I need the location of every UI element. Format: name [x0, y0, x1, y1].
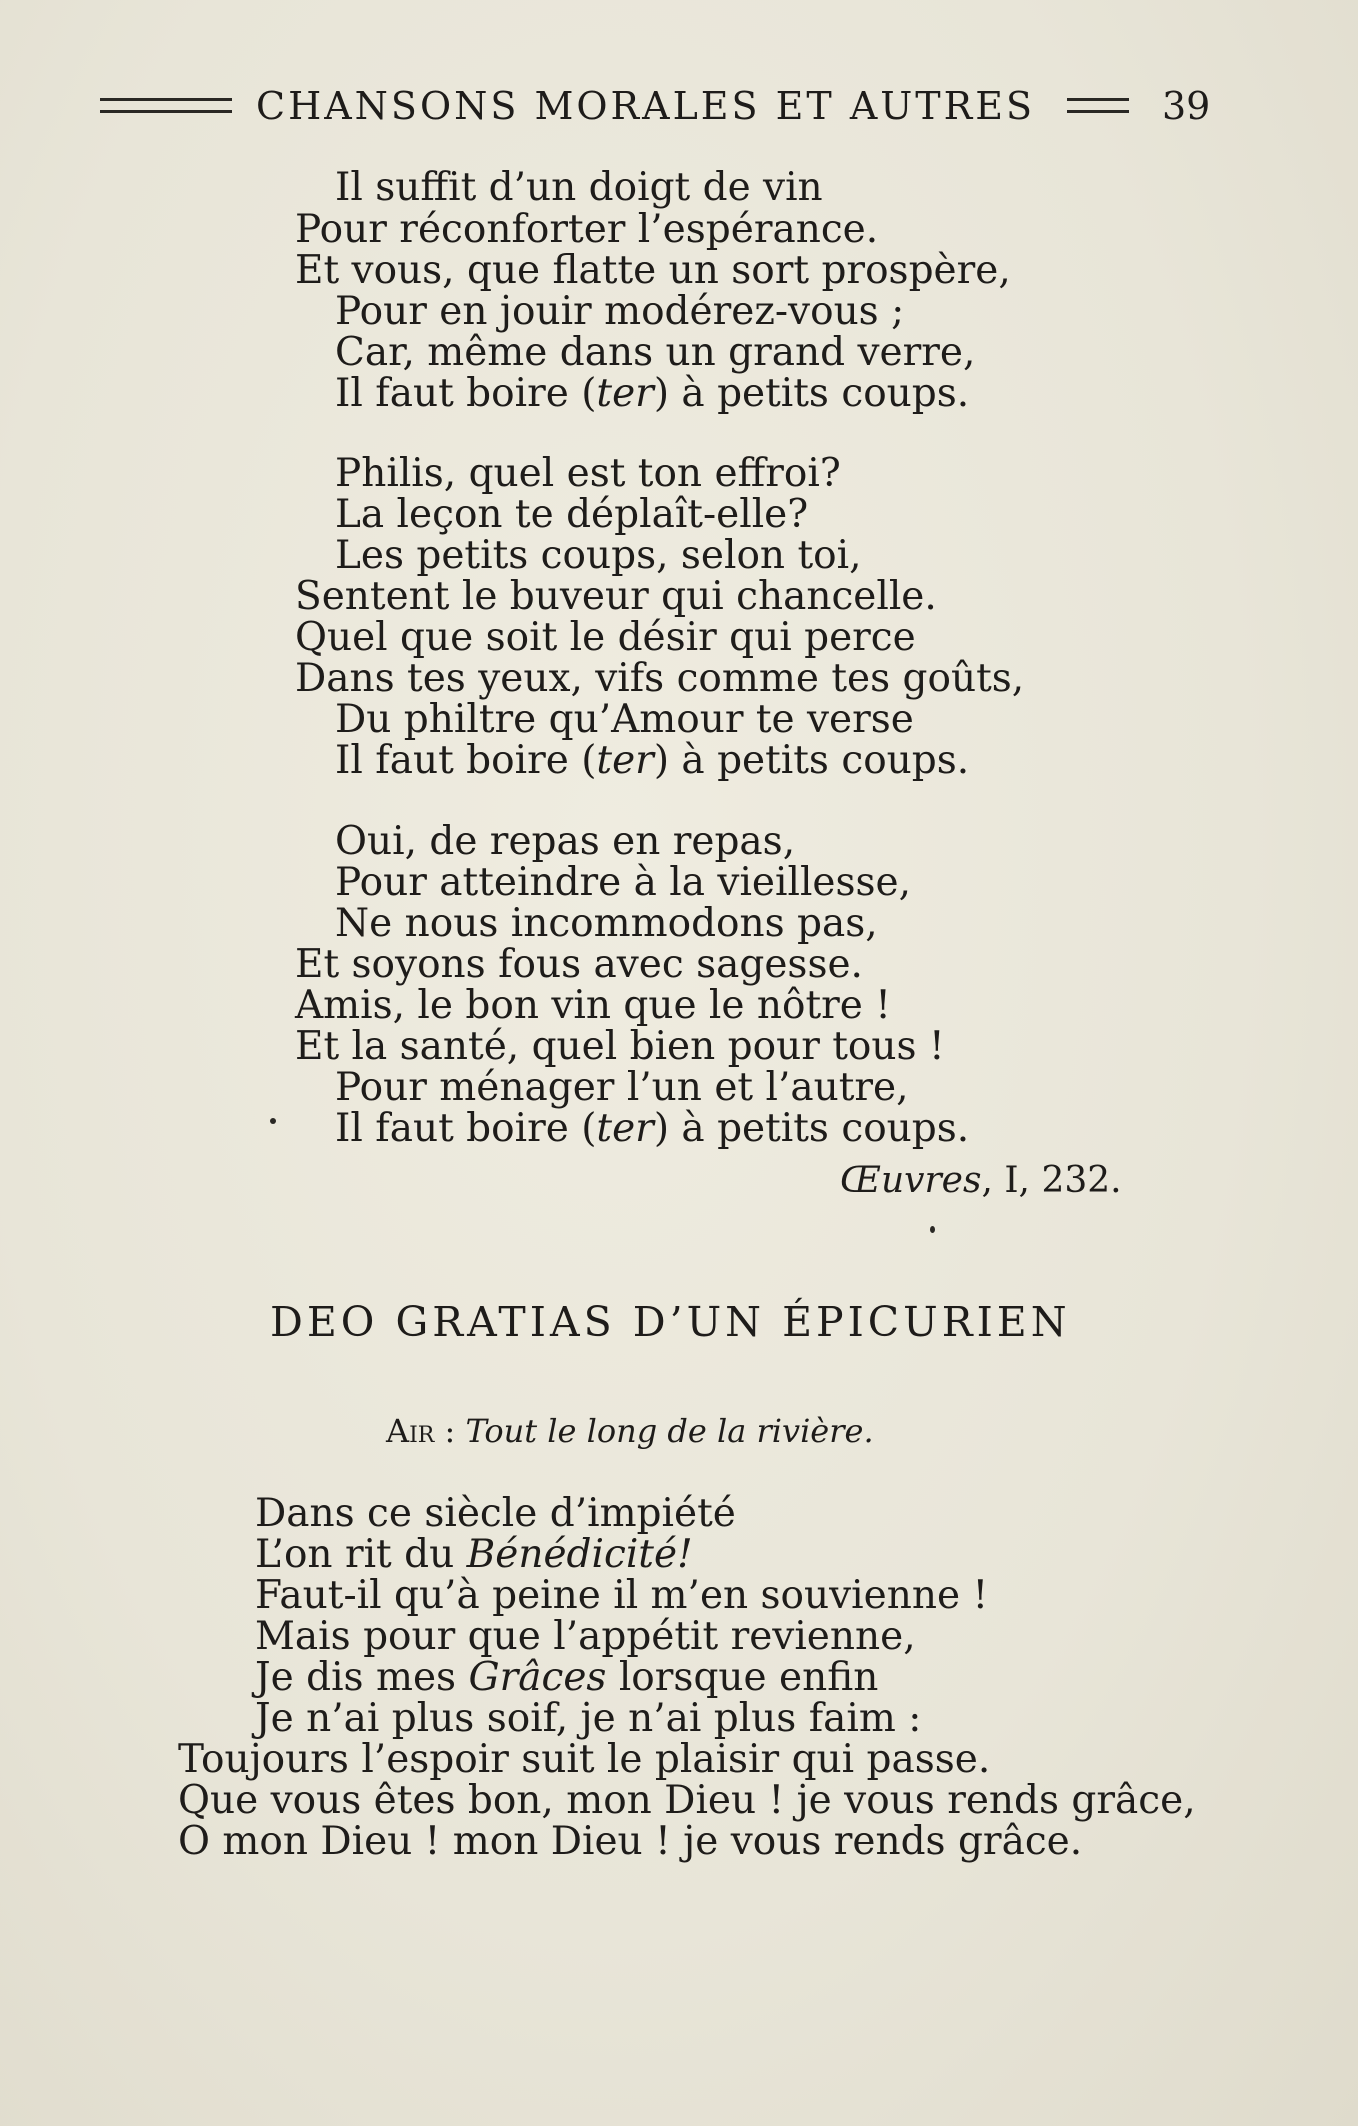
verse-italic: ter — [596, 371, 654, 416]
verse-line: Et soyons fous avec sagesse. — [295, 942, 863, 987]
ink-speck — [930, 1226, 935, 1233]
verse-text: ) à petits coups. — [653, 371, 970, 416]
verse-text: Je dis mes — [255, 1655, 469, 1700]
verse-line — [255, 1532, 693, 1577]
citation-ref: , I, 232. — [981, 1160, 1122, 1201]
verse-line: Et vous, que flatte un sort prospère, — [295, 248, 1011, 293]
verse-line: Et la santé, quel bien pour tous ! — [295, 1024, 945, 1069]
verse-line: Dans ce siècle d’impiété — [255, 1491, 736, 1536]
verse-line: Pour en jouir modérez-vous ; — [335, 289, 905, 334]
verse-line — [335, 738, 970, 783]
verse-line: Il suffit d’un doigt de vin — [335, 165, 823, 210]
verse-line: Toujours l’espoir suit le plaisir qui passe. — [178, 1737, 991, 1782]
citation-work: Œuvres — [840, 1160, 982, 1201]
page-number: 39 — [1162, 84, 1211, 128]
air-label: Air — [386, 1412, 435, 1450]
verse-line: Que vous êtes bon, mon Dieu ! je vous rends grâce, — [178, 1778, 1196, 1823]
verse-line — [335, 371, 970, 416]
verse-text: lorsque enfin — [606, 1655, 879, 1700]
verse-line: Faut-il qu’à peine il m’en souvienne ! — [255, 1573, 989, 1618]
verse-text: L’on rit du — [255, 1532, 467, 1577]
verse-line — [335, 1106, 970, 1151]
verse-line: Ne nous incommodons pas, — [335, 901, 878, 946]
verse-line: Dans tes yeux, vifs comme tes goûts, — [295, 656, 1025, 701]
verse-line: Pour atteindre à la vieillesse, — [335, 860, 912, 905]
running-header — [100, 84, 1210, 134]
verse-line: Je n’ai plus soif, je n’ai plus faim : — [255, 1696, 922, 1741]
verse-line: Pour réconforter l’espérance. — [295, 207, 879, 252]
verse-line: Quel que soit le désir qui perce — [295, 615, 916, 660]
header-rule-left — [100, 98, 232, 113]
ink-speck — [270, 1118, 276, 1124]
verse-text: Il faut boire ( — [335, 371, 597, 416]
verse-text: ) à petits coups. — [653, 1106, 970, 1151]
tune-indication — [386, 1412, 874, 1450]
verse-line — [255, 1655, 879, 1700]
verse-line: Mais pour que l’appétit revienne, — [255, 1614, 916, 1659]
running-title: CHANSONS MORALES ET AUTRES — [256, 84, 1036, 128]
verse-line: Philis, quel est ton effroi? — [335, 451, 841, 496]
verse-text: Il faut boire ( — [335, 1106, 597, 1151]
verse-line: Pour ménager l’un et l’autre, — [335, 1065, 909, 1110]
verse-line: Sentent le buveur qui chancelle. — [295, 574, 937, 619]
verse-line: Du philtre qu’Amour te verse — [335, 697, 914, 742]
source-citation — [840, 1160, 1122, 1201]
verse-line: Oui, de repas en repas, — [335, 819, 796, 864]
verse-text: Il faut boire ( — [335, 738, 597, 783]
section-title: DEO GRATIAS D’UN ÉPICURIEN — [270, 1298, 1071, 1346]
verse-text: ) à petits coups. — [653, 738, 970, 783]
header-rule-right — [1067, 98, 1129, 113]
verse-italic: Grâces — [468, 1655, 607, 1700]
verse-italic: ter — [596, 738, 654, 783]
verse-italic: ter — [596, 1106, 654, 1151]
verse-line: O mon Dieu ! mon Dieu ! je vous rends grâce. — [178, 1819, 1083, 1864]
verse-italic: Bénédicité! — [466, 1532, 693, 1577]
air-tune: Tout le long de la rivière. — [465, 1412, 874, 1450]
verse-line: Amis, le bon vin que le nôtre ! — [295, 983, 891, 1028]
verse-line: La leçon te déplaît-elle? — [335, 492, 809, 537]
air-separator: : — [434, 1412, 466, 1450]
verse-line: Car, même dans un grand verre, — [335, 330, 976, 375]
verse-line: Les petits coups, selon toi, — [335, 533, 862, 578]
